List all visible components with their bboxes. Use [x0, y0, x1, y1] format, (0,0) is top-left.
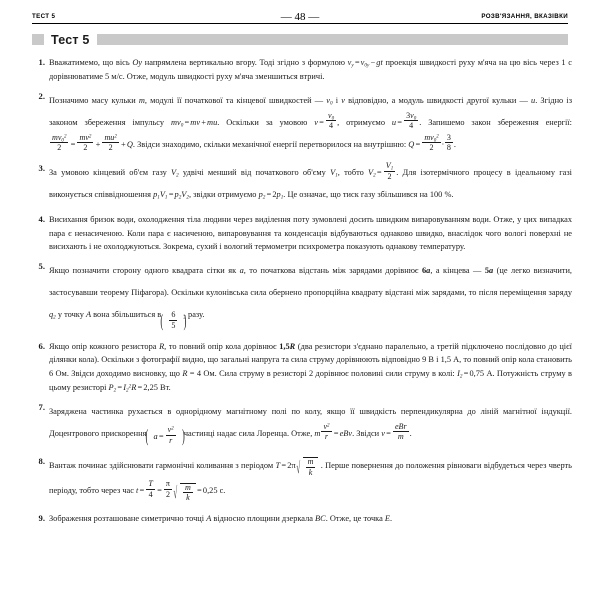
page-number: — 48 — — [280, 11, 320, 23]
math-force-ratio: ( $\frac{6}{5}$ ) $^2$ — [163, 310, 186, 319]
math-v0: $v_0$ — [326, 95, 333, 107]
item-9-text-part-4: . — [389, 514, 393, 524]
item-7-text-part-4: . — [409, 428, 412, 438]
math-p2-equals: $p_2$ = $2p_1$ — [258, 190, 284, 201]
math-u-equals: u = $\frac{3v_0}{4}$ — [391, 110, 417, 131]
math-lorentz-equation: m $\frac{v^2}{r}$ = eBv — [314, 421, 353, 442]
item-3-text-part-3: , тобто — [337, 168, 369, 178]
item-5-text-part-6: вона збільшиться в — [91, 310, 164, 320]
item-2-text-part-9: . Звідси знаходимо, скільки механічної енергії перетворилося на внутрішню: — [132, 139, 409, 149]
math-r-value: R — [182, 368, 188, 378]
math-momentum-conservation: $mv_0$ = mv + mu — [170, 117, 218, 129]
item-number: 1. — [38, 57, 45, 67]
item-text — [49, 340, 572, 394]
list-item — [30, 455, 572, 506]
section-title: Тест 5 — [51, 32, 90, 47]
document-page — [0, 7, 600, 607]
math-energy-conservation: $\frac{mv_0^2}{2}$ = $\frac{mv^2}{2}$ + $\frac{mu^2}{2}$ + Q — [52, 132, 133, 153]
item-text — [49, 90, 572, 156]
item-6-text-part-5: А. Потужність струму в цьому резисторі — [49, 368, 572, 392]
list-item — [30, 56, 572, 83]
math-segment-bc: BC — [315, 514, 326, 524]
math-axis-oy: Oy — [132, 58, 143, 67]
item-number: 7. — [38, 401, 45, 412]
math-v1: $V_1$ — [330, 168, 338, 179]
item-7-text-part-2: частинці надає сила Лоренца. Отже, — [181, 428, 315, 438]
item-2-text-part-2: , модулі її початкової та кінцевої швидкостей — — [144, 95, 327, 105]
item-text — [49, 512, 572, 526]
square-marker-icon — [32, 34, 44, 45]
item-5-text-part-2: , то початкова відстань між зарядами дорівнює — [243, 266, 422, 276]
item-9-text-part-3: . Отже, це точка — [325, 514, 385, 524]
item-3-text-part-1: За умовою кінцевий об'єм газу — [49, 168, 171, 178]
item-9-text-part-2: відносно площини дзеркала — [211, 514, 316, 524]
item-number: 3. — [38, 163, 45, 174]
item-6-text-part-4: = 4 Ом. Сила струму в резисторі 2 дорівнює половині сили струму в колі: — [187, 368, 458, 378]
item-6-text-part-3: (два резистори з'єднано паралельно, а третій підключено послідовно до цієї ділянки кола). Оскільки з фотографії видно, що загальні напруга та сила струму дорівнюють відповідно 9 В і 1,5 А, то повний опір кола становить 6 Ом. Звідси доходимо висновку, що — [49, 341, 572, 378]
item-3-text-part-2: удвічі менший від початкового об'єму — [178, 168, 331, 178]
math-distance-5a: 5a — [484, 266, 494, 276]
math-resistance-r: R — [159, 341, 165, 351]
item-text — [49, 260, 572, 333]
item-text — [49, 56, 572, 83]
item-8-text-part-2: . Перше повернення до положення рівноваги відбудеться через чверть періоду, тобто через час — [49, 460, 572, 496]
item-3-text-part-5: , звідки отримуємо — [188, 190, 259, 200]
item-number: 5. — [38, 261, 45, 272]
list-item — [30, 162, 572, 206]
item-5-text-part-1: Якщо позначити сторону одного квадрата сітки як — [49, 266, 240, 276]
math-v-equals: v = $\frac{v_0}{4}$ — [314, 110, 335, 131]
item-5-text-part-7: разу. — [185, 310, 205, 320]
item-1-text-part-2: напрямлена вертикально вгору. Тоді згідно з формулою — [142, 58, 348, 67]
item-7-text-part-3: . Звідси — [352, 428, 382, 438]
list-item — [30, 90, 572, 156]
math-period-T: T = 2π √ $\frac{m}{k}$ — [276, 461, 319, 470]
item-2-text-part-10: . — [453, 139, 456, 149]
list-item — [30, 213, 572, 254]
item-6-text-part-1: Якщо опір кожного резистора — [49, 341, 160, 351]
item-3-text-part-6: . Це означає, що тиск газу збільшився на 100 %. — [283, 190, 454, 200]
item-2-text-part-8: . Запишемо закон збереження енергії: — [419, 117, 572, 127]
math-charge-q2: $q_2$ — [49, 310, 56, 321]
item-number: 4. — [38, 213, 45, 224]
math-total-resistance: 1,5R — [279, 341, 296, 351]
math-speed-equation: v = $\frac{\text{eBr}}{m}$ — [381, 421, 407, 442]
list-item — [30, 512, 572, 526]
math-current-i2: $I_2$ = 0,75 — [457, 368, 485, 380]
section-title-band — [32, 32, 568, 47]
item-6-text-part-6: Вт. — [157, 382, 171, 392]
item-1-text-part-1: Вважатимемо, що вісь — [49, 58, 133, 67]
item-number: 6. — [38, 340, 45, 351]
math-centripetal-acceleration: ( a = $\frac{v^2}{r}$ ) — [148, 429, 181, 438]
math-heat-q: Q = $\frac{mv_0^2}{2}$ · $\frac{3}{8}$ — [408, 132, 451, 153]
item-text — [49, 455, 572, 506]
item-text — [49, 162, 572, 206]
item-8-text-part-3: с. — [217, 486, 226, 496]
math-v: v — [341, 95, 345, 105]
list-item — [30, 260, 572, 333]
math-side-a: a — [239, 266, 244, 276]
item-2-text-part-4: відповідно, а модуль швидкості другої кульки — — [344, 95, 532, 105]
item-2-text-part-1: Позначимо масу кульки — [49, 95, 139, 105]
math-mass-m: m — [138, 95, 145, 105]
item-number: 8. — [38, 455, 45, 466]
list-item — [30, 401, 572, 449]
item-3-text-part-4: . Для ізотермічного процесу в ідеальному газі виконується співвідношення — [49, 168, 572, 200]
item-9-text-part-1: Зображення розташоване симетрично точці — [49, 514, 207, 524]
item-2-text-part-5: . Згідно із законом збереження імпульсу — [49, 95, 573, 127]
math-velocity-projection: $v_y$ = $v_{0y}$ − gt — [347, 58, 383, 69]
item-2-text-part-3: і — [332, 95, 342, 105]
item-text: Висихання бризок води, охолодження тіла людини через виділення поту зумовлені досить швидким випаровуванням води. Отже, у цих випадках пара є ненасиченою. Коли пара є насиченою, випаровування та конденсація відбуваються однаково швидко, внаслідок чого вологі поверхні не висихають і не охолоджуються. Зокрема, сухий і вологий термометри психрометра показують однакову температуру. — [49, 214, 572, 252]
math-v2: $V_2$ — [171, 168, 179, 179]
item-2-text-part-7: , отримуємо — [337, 117, 392, 127]
running-head — [32, 7, 568, 24]
item-7-text-part-1: Заряджена частинка рухається в однорідному магнітному полі по колу, якщо її швидкість перпендикулярна до ліній магнітної індукції. Доцентрового прискорення — [49, 406, 572, 438]
math-distance-6a: 6a — [421, 266, 431, 276]
math-point-a: A — [206, 514, 212, 524]
math-time-t: t = $\frac{T}{4}$ = $\frac{\pi}{2}$ √ $\frac{m}{k}$ = 0,25 — [136, 486, 217, 495]
math-power-p2: $P_2$ = $I_2^2R$ = 2,25 — [108, 382, 158, 393]
math-point-a: A — [85, 310, 92, 320]
list-item — [30, 340, 572, 394]
item-5-text-part-4: (це легко визначити, застосувавши теорему Піфагора). Оскільки кулонівська сила обернено пропорційна квадрату відстані між зарядами, то після переміщення заряду — [49, 266, 572, 298]
item-5-text-part-3: , а кінцева — — [430, 266, 485, 276]
math-u: u — [531, 95, 536, 105]
item-5-text-part-5: у точку — [55, 310, 86, 320]
running-head-left: ТЕСТ 5 — [32, 13, 56, 20]
item-1-text-part-3: проекція швидкості руху м'яча на цю вісь через 1 с дорівнюватиме 5 м/с. Отже, модуль швидкості руху м'яча зменшиться втричі. — [49, 58, 572, 81]
math-boyle-law: $p_1V_1$ = $p_2V_2$ — [153, 190, 189, 201]
item-text — [49, 401, 572, 449]
band-rule — [97, 34, 569, 45]
running-head-right: РОЗВ'ЯЗАННЯ, ВКАЗІВКИ — [481, 13, 568, 20]
solutions-list — [30, 56, 572, 526]
item-8-text-part-1: Вантаж починає здійснювати гармонічні коливання з періодом — [49, 460, 276, 470]
item-6-text-part-2: , то повний опір кола дорівнює — [164, 341, 280, 351]
item-number: 9. — [38, 513, 45, 524]
math-v2-equals: $V_2$ = $\frac{V_1}{2}$ — [368, 161, 394, 181]
item-2-text-part-6: . Оскільки за умовою — [217, 117, 315, 127]
item-number: 2. — [38, 90, 45, 101]
math-point-e: E — [384, 514, 390, 524]
